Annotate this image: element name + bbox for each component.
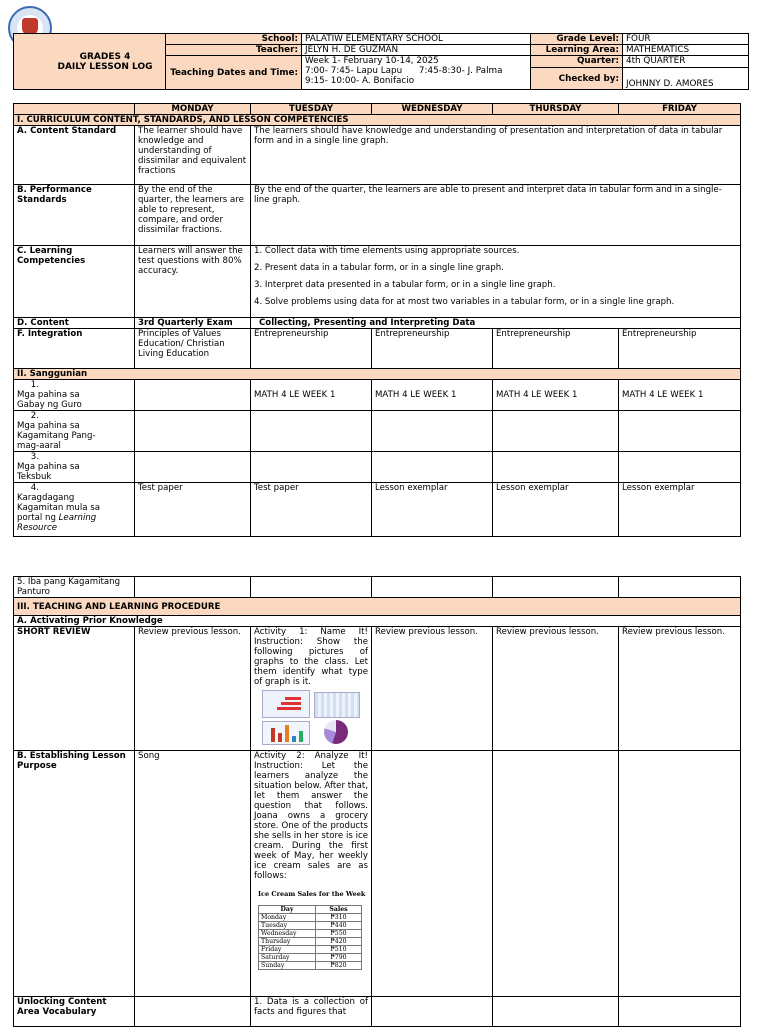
ref-text: Mga pahina sa Kagamitang Pang-mag-aaral <box>17 421 96 451</box>
ref-text-main: Karagdagang Kagamitan mula sa portal ng <box>17 493 100 523</box>
ref-cell <box>251 411 372 452</box>
activity-2-text: Activity 2: Analyze It! Instruction: Let the learners analyze the situation below. After that, let them answer the question that follows. Joana owns a grocery store. One of the products she sells in her store is ice cream. During the first week of May, her weekly ice cream sales are as follows: <box>254 751 368 881</box>
short-review-thursday: Review previous lesson. <box>493 627 619 751</box>
competency-item: 1. Collect data with time elements using appropriate sources. <box>254 246 520 256</box>
sales-cell: ₱820 <box>316 962 362 970</box>
dates-line-3: 9:15- 10:00- A. Bonifacio <box>305 76 415 86</box>
day-cell: Sunday <box>259 962 316 970</box>
table-row <box>259 922 362 930</box>
day-cell: Tuesday <box>259 922 316 930</box>
ref-cell <box>493 452 619 483</box>
ref-cell: Lesson exemplar <box>372 483 493 537</box>
ice-cream-sales-table <box>258 905 362 970</box>
lesson-purpose-monday: Song <box>135 751 251 997</box>
ref-number: 4. <box>30 483 39 493</box>
ref-label <box>14 452 135 483</box>
other-materials-cell <box>251 577 372 598</box>
activity-1-text: Activity 1: Name It! Instruction: Show the following pictures of graphs to the class. Let them identify what type of graph is it. <box>254 627 368 687</box>
competency-item: 4. Solve problems using data for at most two variables in a tabular form, or in a single line graph. <box>254 297 675 307</box>
day-cell: Thursday <box>259 938 316 946</box>
ref-cell <box>135 452 251 483</box>
other-materials-cell <box>493 577 619 598</box>
other-materials-cell <box>619 577 741 598</box>
ref-label <box>14 483 135 537</box>
section-sanggunian: II. Sanggunian <box>14 369 741 380</box>
integration-label: F. Integration <box>14 329 135 369</box>
performance-standards-label: B. Performance Standards <box>14 185 135 246</box>
other-materials-cell <box>372 577 493 598</box>
teacher-label: Teacher: <box>166 45 302 56</box>
short-review-tuesday <box>251 627 372 751</box>
sales-cell: ₱550 <box>316 930 362 938</box>
corner-cell <box>14 104 135 115</box>
ref-cell <box>619 452 741 483</box>
sales-cell: ₱420 <box>316 938 362 946</box>
vocabulary-thursday <box>493 997 619 1027</box>
content-standard-monday: The learner should have knowledge and understanding of dissimilar and equivalent fractions <box>135 126 251 185</box>
table-row <box>259 954 362 962</box>
content-monday-text: 3rd Quarterly Exam <box>138 318 233 328</box>
content-standard-rest: The learners should have knowledge and understanding of presentation and interpretation of data in tabular form and in a single line graph. <box>251 126 741 185</box>
day-header-wednesday: WEDNESDAY <box>372 104 493 115</box>
day-cell: Friday <box>259 946 316 954</box>
teaching-dates-value <box>302 56 531 90</box>
ref-cell: Lesson exemplar <box>493 483 619 537</box>
ref-cell: Lesson exemplar <box>619 483 741 537</box>
quarter-label: Quarter: <box>531 56 623 68</box>
content-monday <box>135 318 251 329</box>
table-row <box>259 962 362 970</box>
ref-cell <box>372 411 493 452</box>
short-review-friday: Review previous lesson. <box>619 627 741 751</box>
page-title <box>14 34 166 90</box>
day-cell: Monday <box>259 914 316 922</box>
pictograph-image <box>262 690 310 718</box>
ref-cell <box>135 380 251 411</box>
competency-item: 3. Interpret data presented in a tabular form, or in a single line graph. <box>254 280 556 290</box>
lesson-purpose-wednesday <box>372 751 493 997</box>
lesson-table-page-1 <box>13 103 741 537</box>
graph-pictures <box>262 690 360 744</box>
ref-number: 2. <box>30 411 39 421</box>
integration-wednesday: Entrepreneurship <box>372 329 493 369</box>
performance-standards-rest: By the end of the quarter, the learners are able to present and interpret data in tabular form and in a single-line graph. <box>251 185 741 246</box>
ref-cell <box>251 452 372 483</box>
teaching-dates-label <box>166 56 302 90</box>
section-curriculum: I. CURRICULUM CONTENT, STANDARDS, AND LESSON COMPETENCIES <box>14 115 741 126</box>
grades-title: GRADES 4 DAILY LESSON LOG <box>57 51 153 72</box>
vocabulary-friday <box>619 997 741 1027</box>
sales-cell: ₱790 <box>316 954 362 962</box>
integration-tuesday: Entrepreneurship <box>251 329 372 369</box>
table-row <box>259 938 362 946</box>
short-review-label: SHORT REVIEW <box>14 627 135 751</box>
performance-standards-monday: By the end of the quarter, the learners are able to represent, compare, and order dissimilar fractions. <box>135 185 251 246</box>
integration-monday: Principles of Values Education/ Christian Living Education <box>135 329 251 369</box>
quarter-value: 4th QUARTER <box>623 56 749 68</box>
learning-area-label: Learning Area: <box>531 45 623 56</box>
table-row <box>259 930 362 938</box>
integration-thursday: Entrepreneurship <box>493 329 619 369</box>
ref-cell: Test paper <box>135 483 251 537</box>
table-header-day: Day <box>259 906 316 914</box>
line-graph-image <box>314 692 360 718</box>
header-table <box>13 33 749 90</box>
section-procedure: III. TEACHING AND LEARNING PROCEDURE <box>14 598 741 616</box>
sales-cell: ₱440 <box>316 922 362 930</box>
content-label: D. Content <box>14 318 135 329</box>
dates-line-2: 7:00- 7:45- Lapu Lapu 7:45-8:30- J. Palma <box>305 66 503 76</box>
learning-competencies-monday: Learners will answer the test questions with 80% accuracy. <box>135 246 251 318</box>
sales-cell: ₱510 <box>316 946 362 954</box>
vocabulary-monday <box>135 997 251 1027</box>
ref-cell: MATH 4 LE WEEK 1 <box>619 380 741 411</box>
dates-line-1: Week 1- February 10-14, 2025 <box>305 56 439 66</box>
checked-by-value: JOHNNY D. AMORES <box>623 68 749 90</box>
vocabulary-label: Unlocking Content Area Vocabulary <box>14 997 135 1027</box>
day-cell: Saturday <box>259 954 316 962</box>
grade-level-value: FOUR <box>623 34 749 45</box>
content-rest: Collecting, Presenting and Interpreting Data <box>251 318 741 329</box>
lesson-purpose-thursday <box>493 751 619 997</box>
day-header-tuesday: TUESDAY <box>251 104 372 115</box>
bar-graph-image <box>262 721 310 745</box>
ref-text-italic: Learning Resource <box>17 513 97 533</box>
vocabulary-wednesday <box>372 997 493 1027</box>
other-materials-cell <box>135 577 251 598</box>
day-cell: Wednesday <box>259 930 316 938</box>
ref-label <box>14 380 135 411</box>
school-label: School: <box>166 34 302 45</box>
ref-cell: MATH 4 LE WEEK 1 <box>251 380 372 411</box>
learning-competencies-list <box>251 246 741 318</box>
ref-number: 1. <box>30 380 39 390</box>
ref-cell: Test paper <box>251 483 372 537</box>
competency-item: 2. Present data in a tabular form, or in a single line graph. <box>254 263 504 273</box>
ref-number: 3. <box>30 452 39 462</box>
activating-prior-knowledge: A. Activating Prior Knowledge <box>14 616 741 627</box>
table-row <box>259 914 362 922</box>
school-value: PALATIW ELEMENTARY SCHOOL <box>302 34 531 45</box>
ref-cell <box>135 411 251 452</box>
other-materials-label: 5. Iba pang Kagamitang Panturo <box>14 577 135 598</box>
lesson-purpose-friday <box>619 751 741 997</box>
integration-friday: Entrepreneurship <box>619 329 741 369</box>
ref-text: Mga pahina sa Teksbuk <box>17 462 80 482</box>
ref-label <box>14 411 135 452</box>
short-review-monday: Review previous lesson. <box>135 627 251 751</box>
lesson-purpose-tuesday <box>251 751 372 997</box>
ref-text: Mga pahina sa Gabay ng Guro <box>17 390 82 410</box>
ref-text <box>17 493 109 533</box>
ice-cream-table-title: Ice Cream Sales for the Week <box>258 890 366 898</box>
table-row <box>259 906 362 914</box>
learning-competencies-label: C. Learning Competencies <box>14 246 135 318</box>
teacher-value: JELYN H. DE GUZMAN <box>302 45 531 56</box>
vocabulary-tuesday: 1. Data is a collection of facts and figures that <box>251 997 372 1027</box>
learning-area-value: MATHEMATICS <box>623 45 749 56</box>
day-header-thursday: THURSDAY <box>493 104 619 115</box>
teaching-dates-label-text: Teaching Dates and Time: <box>170 67 298 78</box>
ref-cell: MATH 4 LE WEEK 1 <box>372 380 493 411</box>
day-header-monday: MONDAY <box>135 104 251 115</box>
ref-cell <box>372 452 493 483</box>
content-standard-label: A. Content Standard <box>14 126 135 185</box>
table-header-sales: Sales <box>316 906 362 914</box>
lesson-table-page-2 <box>13 576 741 1027</box>
short-review-wednesday: Review previous lesson. <box>372 627 493 751</box>
ref-cell <box>493 411 619 452</box>
lesson-purpose-label: B. Establishing Lesson Purpose <box>14 751 135 997</box>
day-header-friday: FRIDAY <box>619 104 741 115</box>
ref-cell <box>619 411 741 452</box>
grade-level-label: Grade Level: <box>531 34 623 45</box>
sales-cell: ₱310 <box>316 914 362 922</box>
checked-by-label: Checked by: <box>531 68 623 90</box>
ref-cell: MATH 4 LE WEEK 1 <box>493 380 619 411</box>
table-row <box>259 946 362 954</box>
pie-graph-image <box>324 720 348 744</box>
